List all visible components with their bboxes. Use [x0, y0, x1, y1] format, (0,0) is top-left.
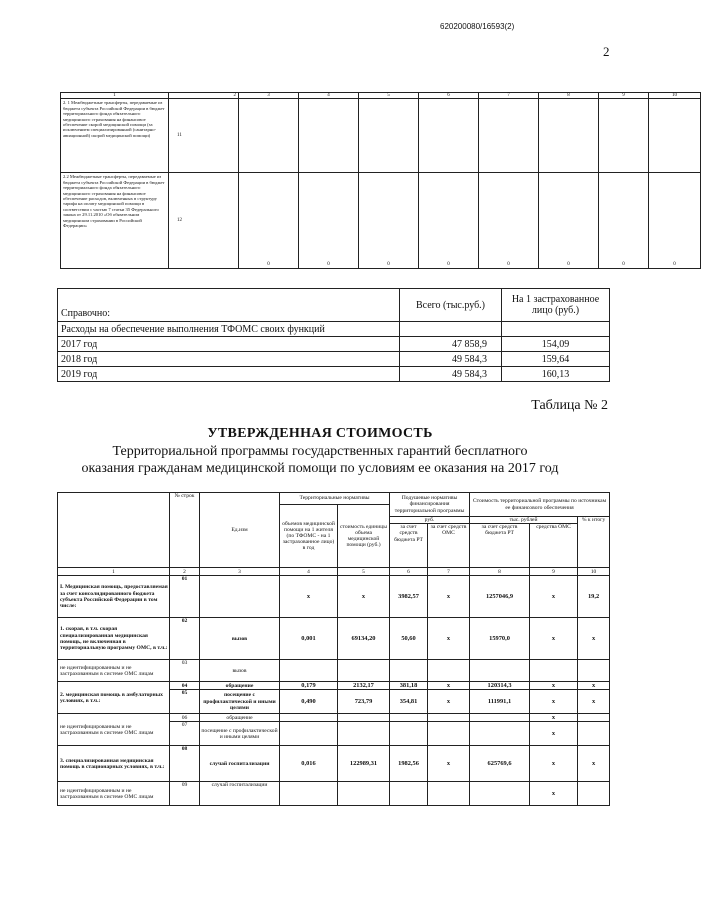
- header-budget-2: за счет средств бюджета РТ: [470, 524, 530, 568]
- table-row: 2019 год 49 584,3 160,13: [58, 367, 610, 382]
- header-cost: стоимость единицы объема медицинской помощи (руб.): [338, 505, 390, 568]
- table-row: не идентифицированным и не застрахованным в системе ОМС лицам 09 случай госпитализации х: [58, 782, 610, 806]
- table-row: 2. медицинская помощь в амбулаторных условиях, в т.ч.: 04 обращение 0,179 2132,17 381,18 х 120314,3 х х: [58, 682, 610, 690]
- table-row: не идентифицированным и не застрахованным в системе ОМС лицам 03 вызов: [58, 660, 610, 682]
- subtitle-line-1: Территориальной программы государственных гарантий бесплатного: [112, 444, 528, 459]
- header-row-number: № строк: [170, 493, 200, 568]
- transfers-table: [60, 92, 701, 269]
- table-label: Таблица № 2: [531, 398, 608, 413]
- header-budget: за счет средств бюджета РТ: [390, 524, 428, 568]
- header-rub: руб.: [390, 517, 470, 524]
- header-pct: % к итогу: [578, 517, 610, 568]
- table-row: 05 посещение с профилактической и иными целями 0,490 723,79 354,81 х 111991,1 х х: [58, 690, 610, 714]
- table-row: 1. скорая, в т.ч. скорая специализированная медицинская помощь, не включенная в территориальную программу ОМС, в т.ч.: 02 вызов 0,001 69134,20 50,60 х 15970,0 х х: [58, 618, 610, 660]
- header-thous: тыс. рублей: [470, 517, 578, 524]
- table-row: 2.2 Межбюджетные трансферты, передаваемые из бюджета субъекта Российской Федерации в бюджет территориального фонда обязательного медицинского страхования на финансовое обеспечение расходов, включенных в структуру тарифа на оплату медицинской помощи в соответствии с частью 7 статьи 35 Федерального закона от 29.11.2010 «Об обязательном медицинском страховании в Российской Федерации» 12 0 0 0 0 0 0 0 0: [61, 173, 701, 269]
- column-numbers-row: 1 2 3 4 5 6 7 8 9 10: [58, 568, 610, 576]
- subtitle-line-2: оказания гражданам медицинской помощи по условиям ее оказания на 2017 год: [81, 461, 559, 476]
- cost-table: [57, 492, 610, 806]
- reference-table: [57, 288, 610, 382]
- table-row: 07 посещение с профилактической и иными целями х: [58, 722, 610, 746]
- header-oms: за счет средств ОМС: [428, 524, 470, 568]
- header-percap: Подушевые нормативы финансирования территориальной программы: [390, 493, 470, 517]
- header-volume: объемов медицинской помощи на 1 жителя (по ТФОМС - на 1 застрахованное лицо) в год: [280, 505, 338, 568]
- header-source: Стоимость территориальной программы по источникам ее финансового обеспечения: [470, 493, 610, 517]
- table-row: 2017 год 47 858,9 154,09: [58, 337, 610, 352]
- header-oms-2: средства ОМС: [530, 524, 578, 568]
- table-row: не идентифицированным и не застрахованным в системе ОМС лицам 06 обращение х: [58, 714, 610, 722]
- reference-col-total: Всего (тыс.руб.): [400, 289, 502, 322]
- page-number: 2: [603, 44, 610, 59]
- table-row: I. Медицинская помощь, предоставляемая за счет консолидированного бюджета субъекта Российской Федерации в том числе: 01 х х 3982,57 х 1257046,9 х 19,2: [58, 576, 610, 618]
- header-norms: Территориальные нормативы: [280, 493, 390, 505]
- reference-col-per-person: На 1 застрахованное лицо (руб.): [502, 289, 610, 322]
- table-row: 3. специализированная медицинская помощь в стационарных условиях, в т.ч.: 08 случай госпитализации 0,016 122989,31 1982,56 х 625769,6 х х: [58, 746, 610, 782]
- column-numbers-row: 1 2 3 4 5 6 7 8 9 10: [61, 93, 701, 99]
- table-row: 2. 1 Межбюджетные трансферты, передаваемые из бюджета субъекта Российской Федерации в бюджет территориального фонда обязательного медицинского страхования на финансовое обеспечение скорой медицинской помощи (за исключением специализированной (санитарно-авиационной) скорой медицинской помощи) 11: [61, 99, 701, 173]
- reference-label: Справочно:: [58, 289, 400, 322]
- document-code: 620200080/16593(2): [440, 22, 515, 31]
- page-title: УТВЕРЖДЕННАЯ СТОИМОСТЬ: [207, 426, 433, 441]
- header-unit: Ед.изм: [200, 493, 280, 568]
- table-row: 2018 год 49 584,3 159,64: [58, 352, 610, 367]
- reference-section: Расходы на обеспечение выполнения ТФОМС своих функций: [58, 322, 400, 337]
